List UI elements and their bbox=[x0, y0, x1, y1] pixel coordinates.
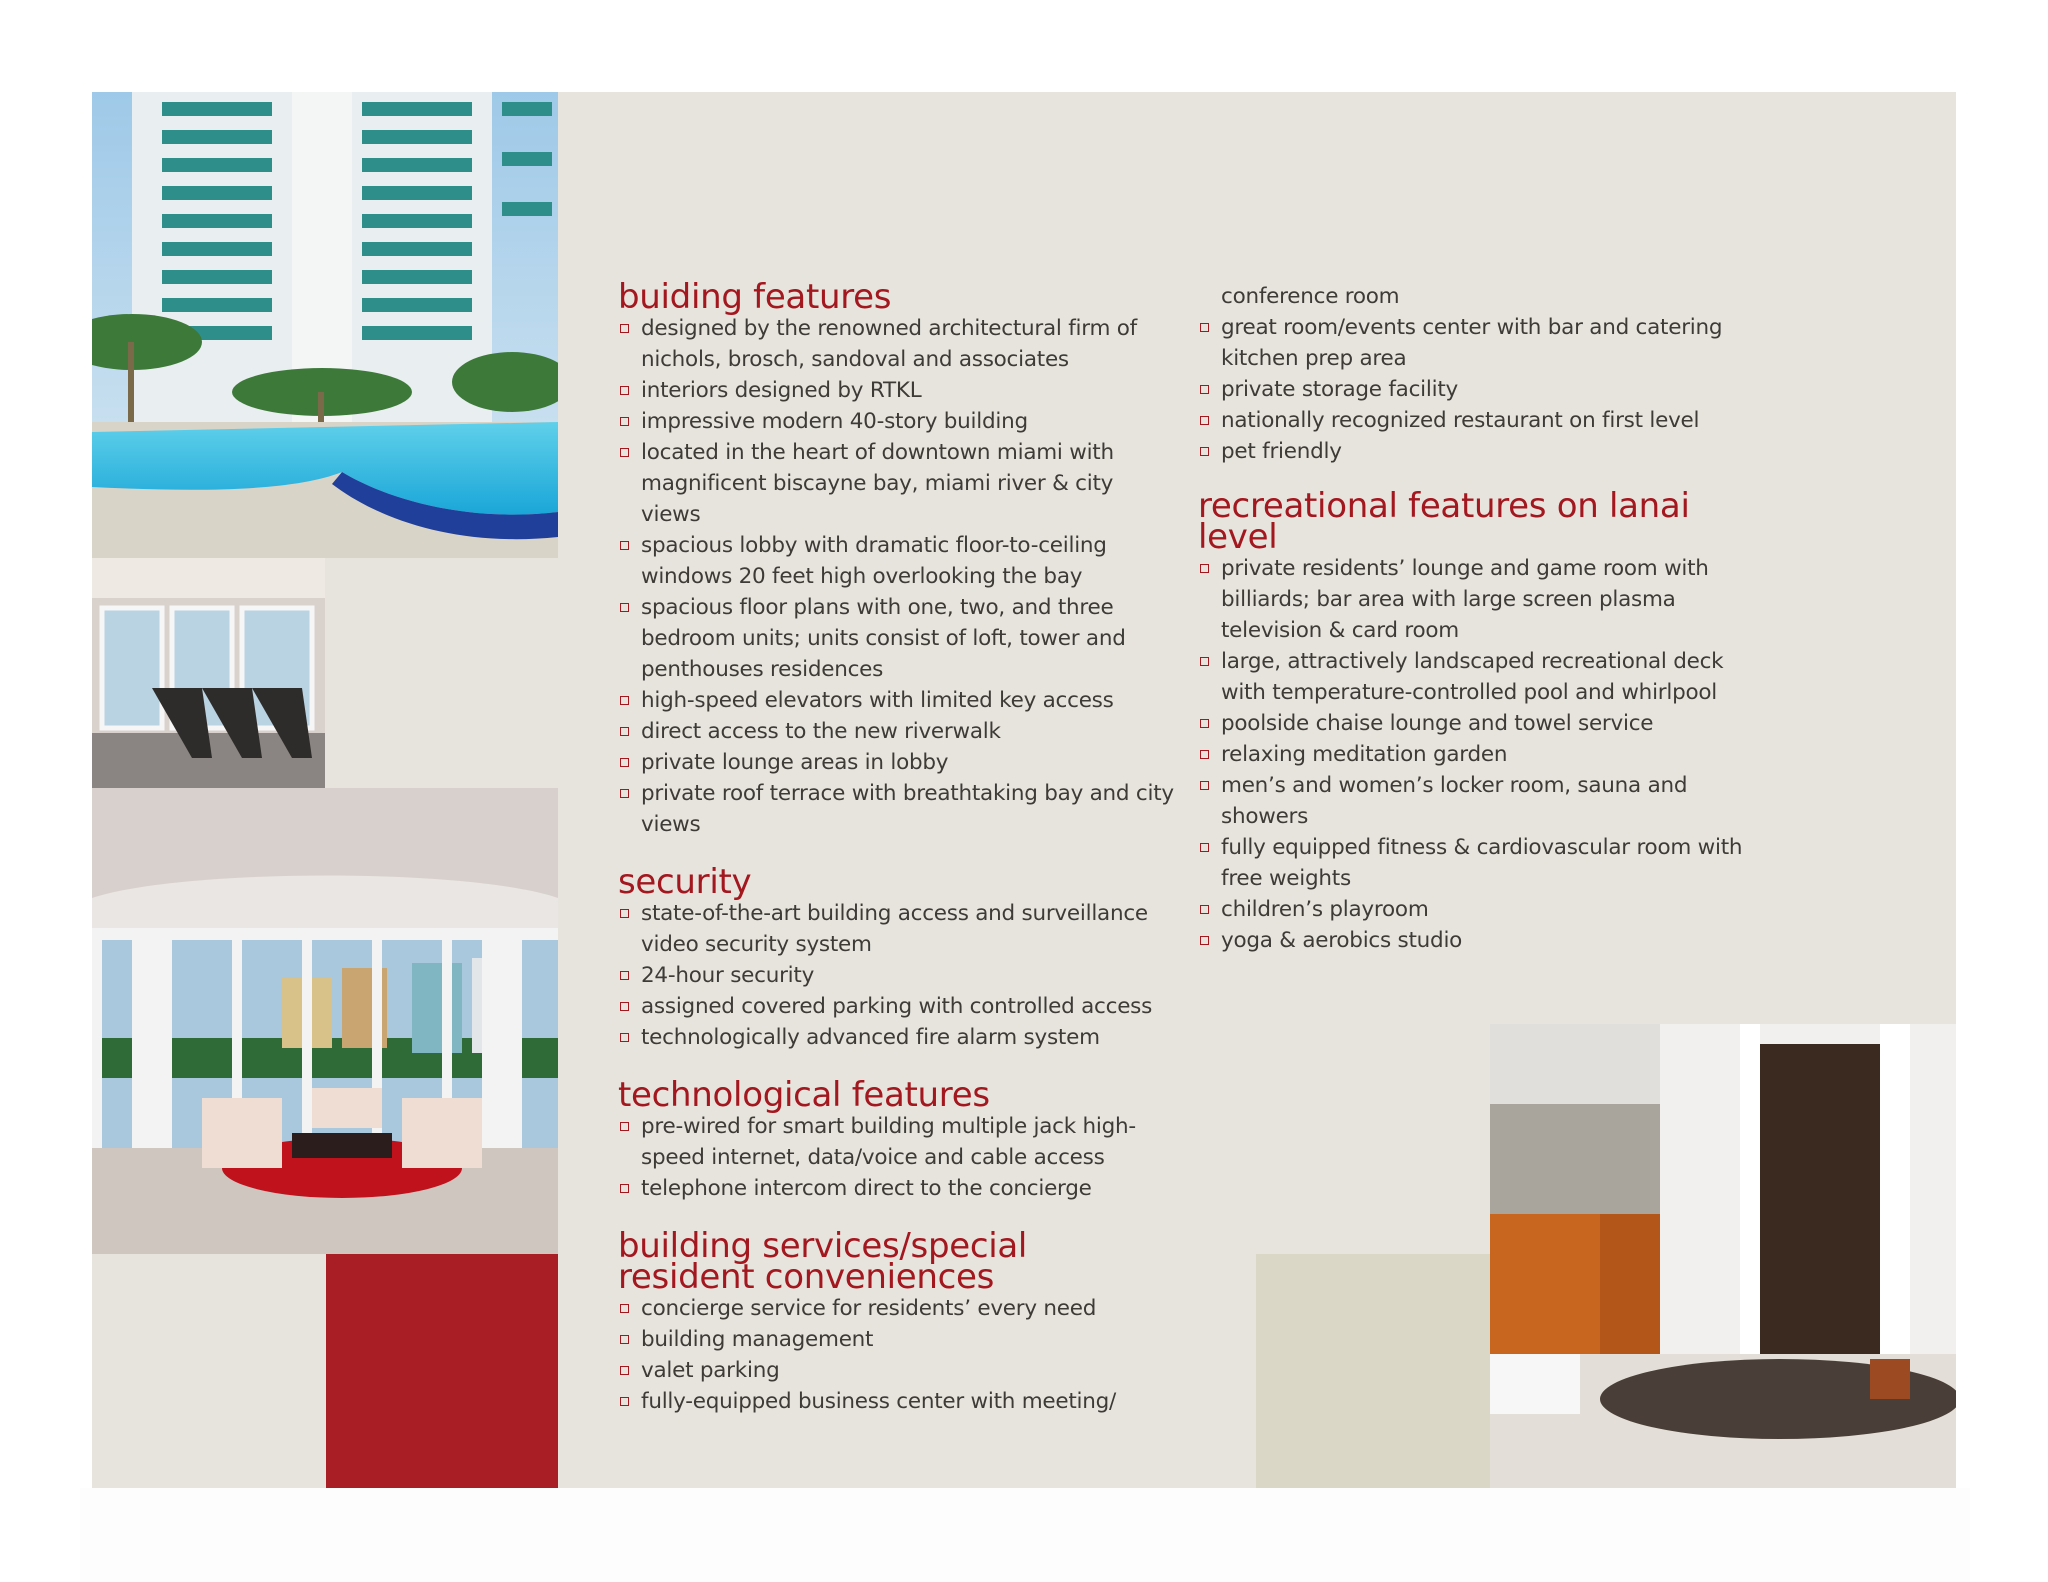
services-continuation: conference room bbox=[1221, 284, 1400, 309]
recreational-features-list bbox=[1198, 553, 1758, 956]
square-bullet-icon bbox=[620, 1397, 629, 1406]
list-item: impressive modern 40-story building bbox=[618, 406, 1178, 437]
square-bullet-icon bbox=[620, 1184, 629, 1193]
list-item: telephone intercom direct to the concierge bbox=[618, 1173, 1178, 1204]
list-item: spacious lobby with dramatic floor-to-ceiling windows 20 feet high overlooking the bay bbox=[618, 530, 1178, 592]
square-bullet-icon bbox=[1200, 750, 1209, 759]
list-item: technologically advanced fire alarm system bbox=[618, 1022, 1178, 1053]
fitness-room-illustration bbox=[92, 558, 325, 788]
list-item: fully equipped fitness & cardiovascular room with free weights bbox=[1198, 832, 1758, 894]
square-bullet-icon bbox=[620, 1033, 629, 1042]
list-item: large, attractively landscaped recreational deck with temperature-controlled pool and whirlpool bbox=[1198, 646, 1758, 708]
list-item: located in the heart of downtown miami with magnificent biscayne bay, miami river & city views bbox=[618, 437, 1178, 530]
list-item: direct access to the new riverwalk bbox=[618, 716, 1178, 747]
square-bullet-icon bbox=[620, 448, 629, 457]
list-item: state-of-the-art building access and surveillance video security system bbox=[618, 898, 1178, 960]
square-bullet-icon bbox=[620, 603, 629, 612]
security-heading: security bbox=[618, 862, 752, 902]
list-item: building management bbox=[618, 1324, 1178, 1355]
features-column-right bbox=[1198, 281, 1758, 956]
square-bullet-icon bbox=[1200, 843, 1209, 852]
square-bullet-icon bbox=[620, 1304, 629, 1313]
square-bullet-icon bbox=[1200, 936, 1209, 945]
list-item: children’s playroom bbox=[1198, 894, 1758, 925]
square-bullet-icon bbox=[1200, 657, 1209, 666]
square-bullet-icon bbox=[620, 758, 629, 767]
list-item: concierge service for residents’ every need bbox=[618, 1293, 1178, 1324]
features-column-left bbox=[618, 277, 1178, 1417]
square-bullet-icon bbox=[620, 727, 629, 736]
list-item: private residents’ lounge and game room with billiards; bar area with large screen plasma television & card room bbox=[1198, 553, 1758, 646]
list-item: assigned covered parking with controlled access bbox=[618, 991, 1178, 1022]
recreational-features-heading bbox=[1198, 486, 1758, 557]
building-features-list bbox=[618, 313, 1178, 840]
square-bullet-icon bbox=[620, 417, 629, 426]
square-bullet-icon bbox=[620, 696, 629, 705]
square-bullet-icon bbox=[1200, 564, 1209, 573]
lobby-illustration bbox=[1490, 1024, 1956, 1488]
list-item: private roof terrace with breathtaking bay and city views bbox=[618, 778, 1178, 840]
square-bullet-icon bbox=[620, 789, 629, 798]
list-item: great room/events center with bar and catering kitchen prep area bbox=[1198, 312, 1758, 374]
list-item: interiors designed by RTKL bbox=[618, 375, 1178, 406]
pool-tower-photo bbox=[92, 92, 558, 558]
technological-features-heading: technological features bbox=[618, 1075, 990, 1115]
building-services-list bbox=[618, 1293, 1178, 1417]
building-services-heading-line1: building services/special bbox=[618, 1226, 1028, 1266]
square-bullet-icon bbox=[620, 1122, 629, 1131]
list-item: high-speed elevators with limited key access bbox=[618, 685, 1178, 716]
list-item: yoga & aerobics studio bbox=[1198, 925, 1758, 956]
building-services-list-continued bbox=[1198, 312, 1758, 467]
accent-red-block bbox=[326, 1254, 558, 1488]
lounge-photo bbox=[92, 788, 558, 1254]
recreational-heading-line2: level bbox=[1198, 517, 1278, 557]
list-item: pet friendly bbox=[1198, 436, 1758, 467]
list-item: nationally recognized restaurant on first level bbox=[1198, 405, 1758, 436]
square-bullet-icon bbox=[1200, 719, 1209, 728]
technological-features-list bbox=[618, 1111, 1178, 1204]
list-item: poolside chaise lounge and towel service bbox=[1198, 708, 1758, 739]
list-item: fully-equipped business center with meeting/ bbox=[618, 1386, 1178, 1417]
square-bullet-icon bbox=[620, 971, 629, 980]
page-bottom-margin bbox=[80, 1488, 1970, 1582]
pool-tower-illustration bbox=[92, 92, 558, 558]
security-list bbox=[618, 898, 1178, 1053]
lobby-atrium-photo bbox=[1490, 1024, 1956, 1488]
building-services-heading bbox=[618, 1226, 1178, 1297]
building-services-heading-line2: resident conveniences bbox=[618, 1257, 995, 1297]
square-bullet-icon bbox=[620, 1366, 629, 1375]
recreational-heading-line1: recreational features on lanai bbox=[1198, 486, 1690, 526]
list-item: spacious floor plans with one, two, and three bedroom units; units consist of loft, tower and penthouses residences bbox=[618, 592, 1178, 685]
square-bullet-icon bbox=[1200, 323, 1209, 332]
square-bullet-icon bbox=[620, 1002, 629, 1011]
square-bullet-icon bbox=[620, 386, 629, 395]
list-item: pre-wired for smart building multiple jack high-speed internet, data/voice and cable access bbox=[618, 1111, 1178, 1173]
square-bullet-icon bbox=[620, 909, 629, 918]
list-item: valet parking bbox=[618, 1355, 1178, 1386]
square-bullet-icon bbox=[1200, 416, 1209, 425]
square-bullet-icon bbox=[1200, 385, 1209, 394]
list-item: private storage facility bbox=[1198, 374, 1758, 405]
list-item: private lounge areas in lobby bbox=[618, 747, 1178, 778]
square-bullet-icon bbox=[1200, 781, 1209, 790]
square-bullet-icon bbox=[1200, 447, 1209, 456]
square-bullet-icon bbox=[620, 324, 629, 333]
list-item: designed by the renowned architectural firm of nichols, brosch, sandoval and associates bbox=[618, 313, 1178, 375]
accent-tan-block bbox=[1256, 1254, 1490, 1488]
fitness-room-photo bbox=[92, 558, 325, 788]
square-bullet-icon bbox=[1200, 905, 1209, 914]
lounge-illustration bbox=[92, 788, 558, 1254]
list-item: men’s and women’s locker room, sauna and showers bbox=[1198, 770, 1758, 832]
square-bullet-icon bbox=[620, 1335, 629, 1344]
square-bullet-icon bbox=[620, 541, 629, 550]
list-item: relaxing meditation garden bbox=[1198, 739, 1758, 770]
list-item: 24-hour security bbox=[618, 960, 1178, 991]
building-features-heading: buiding features bbox=[618, 277, 892, 317]
